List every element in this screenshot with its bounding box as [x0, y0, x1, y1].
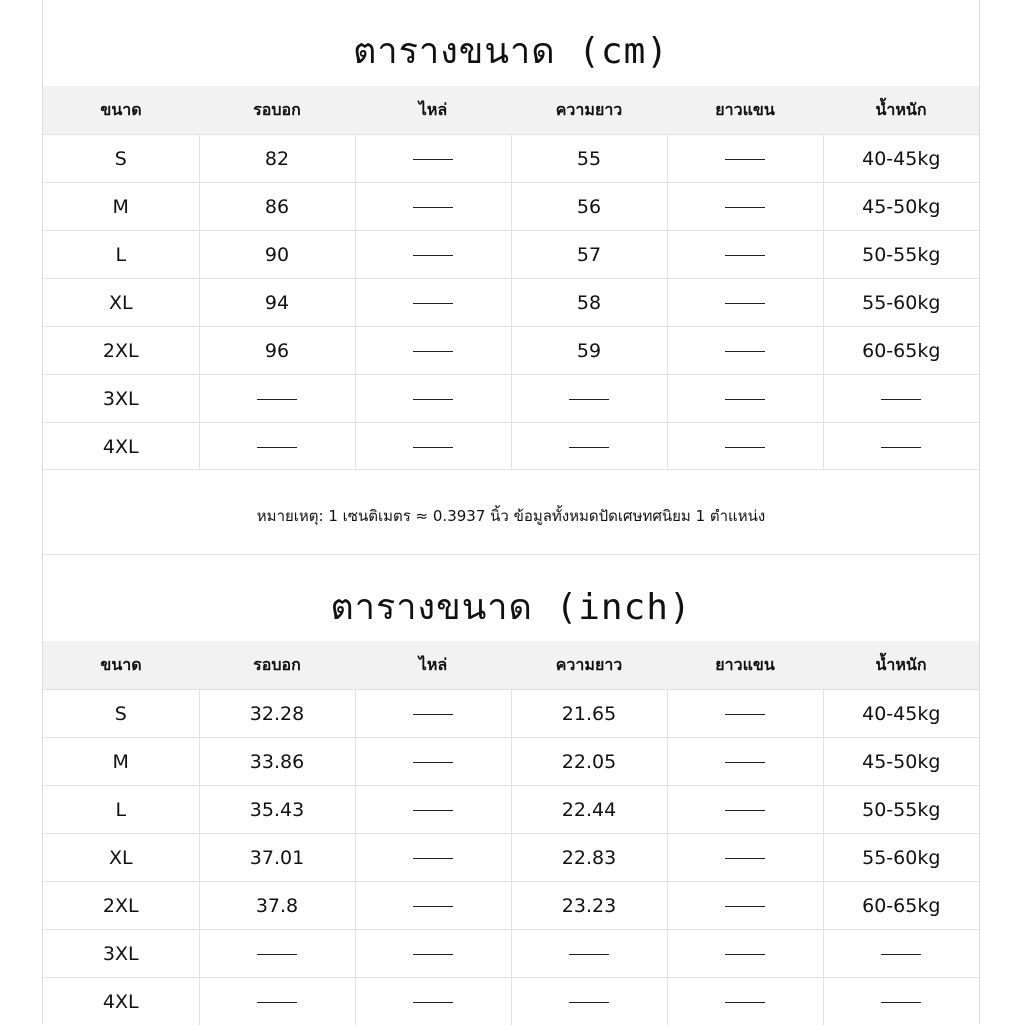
- table-cell: [667, 786, 823, 834]
- empty-value-dash: [257, 1002, 297, 1003]
- table-cell: 3XL: [43, 375, 199, 423]
- column-header: ยาวแขน: [667, 641, 823, 690]
- table-cell: [355, 690, 511, 738]
- column-header: ขนาด: [43, 641, 199, 690]
- table-cell: [355, 327, 511, 375]
- table-cell: [355, 375, 511, 423]
- table-cell: [355, 135, 511, 183]
- table-cell: [823, 978, 979, 1025]
- table-cell: [667, 327, 823, 375]
- table-cell: [667, 882, 823, 930]
- empty-value-dash: [413, 714, 453, 715]
- empty-value-dash: [881, 1002, 921, 1003]
- table-cell: [667, 135, 823, 183]
- table-cell: [667, 738, 823, 786]
- size-chart: [42, 0, 980, 1024]
- table-row: [43, 882, 979, 930]
- empty-value-dash: [725, 762, 765, 763]
- table-cell: [823, 375, 979, 423]
- empty-value-dash: [725, 159, 765, 160]
- table-row: [43, 231, 979, 279]
- table-cell: 23.23: [511, 882, 667, 930]
- empty-value-dash: [257, 399, 297, 400]
- table-cell: [667, 231, 823, 279]
- empty-value-dash: [569, 1002, 609, 1003]
- empty-value-dash: [257, 447, 297, 448]
- empty-value-dash: [725, 906, 765, 907]
- table-cell: 35.43: [199, 786, 355, 834]
- table-row: [43, 279, 979, 327]
- table-row: [43, 690, 979, 738]
- table-cell: 55: [511, 135, 667, 183]
- column-header: น้ำหนัก: [823, 641, 979, 690]
- table-row: [43, 375, 979, 423]
- inch-header-row: [43, 641, 979, 690]
- column-header: ไหล่: [355, 86, 511, 135]
- table-row: [43, 135, 979, 183]
- table-cell: [511, 930, 667, 978]
- table-cell: 2XL: [43, 882, 199, 930]
- empty-value-dash: [413, 1002, 453, 1003]
- empty-value-dash: [725, 714, 765, 715]
- table-cell: 55-60kg: [823, 279, 979, 327]
- table-cell: 21.65: [511, 690, 667, 738]
- divider: [43, 469, 979, 470]
- table-cell: S: [43, 690, 199, 738]
- column-header: ไหล่: [355, 641, 511, 690]
- table-cell: 45-50kg: [823, 183, 979, 231]
- empty-value-dash: [257, 954, 297, 955]
- table-cell: 56: [511, 183, 667, 231]
- table-cell: 2XL: [43, 327, 199, 375]
- table-cell: 57: [511, 231, 667, 279]
- table-cell: 22.83: [511, 834, 667, 882]
- table-cell: [199, 375, 355, 423]
- empty-value-dash: [413, 954, 453, 955]
- table-cell: [355, 279, 511, 327]
- empty-value-dash: [881, 399, 921, 400]
- table-cell: 22.05: [511, 738, 667, 786]
- inch-table-title: ตารางขนาด (inch): [43, 578, 979, 635]
- inch-size-table: [43, 641, 979, 1025]
- table-cell: [355, 978, 511, 1025]
- column-header: ยาวแขน: [667, 86, 823, 135]
- table-cell: 40-45kg: [823, 135, 979, 183]
- table-cell: [355, 738, 511, 786]
- table-cell: [823, 930, 979, 978]
- table-cell: L: [43, 231, 199, 279]
- empty-value-dash: [725, 447, 765, 448]
- table-cell: 59: [511, 327, 667, 375]
- table-cell: 4XL: [43, 978, 199, 1025]
- table-row: [43, 738, 979, 786]
- empty-value-dash: [413, 159, 453, 160]
- table-row: [43, 834, 979, 882]
- table-cell: 55-60kg: [823, 834, 979, 882]
- empty-value-dash: [413, 399, 453, 400]
- table-row: [43, 786, 979, 834]
- table-cell: [667, 375, 823, 423]
- table-cell: 33.86: [199, 738, 355, 786]
- table-cell: 60-65kg: [823, 882, 979, 930]
- table-cell: M: [43, 183, 199, 231]
- empty-value-dash: [569, 447, 609, 448]
- column-header: รอบอก: [199, 86, 355, 135]
- empty-value-dash: [413, 906, 453, 907]
- table-cell: 82: [199, 135, 355, 183]
- empty-value-dash: [569, 399, 609, 400]
- table-row: [43, 423, 979, 471]
- empty-value-dash: [413, 255, 453, 256]
- table-cell: [355, 231, 511, 279]
- empty-value-dash: [725, 810, 765, 811]
- table-cell: 94: [199, 279, 355, 327]
- table-cell: [667, 978, 823, 1025]
- table-cell: L: [43, 786, 199, 834]
- table-row: [43, 327, 979, 375]
- table-cell: 50-55kg: [823, 786, 979, 834]
- table-row: [43, 930, 979, 978]
- table-cell: [199, 930, 355, 978]
- table-cell: [667, 279, 823, 327]
- table-cell: 4XL: [43, 423, 199, 471]
- table-cell: [667, 690, 823, 738]
- empty-value-dash: [725, 255, 765, 256]
- table-cell: 96: [199, 327, 355, 375]
- empty-value-dash: [413, 762, 453, 763]
- table-cell: [355, 786, 511, 834]
- empty-value-dash: [413, 858, 453, 859]
- table-cell: [511, 978, 667, 1025]
- table-cell: 22.44: [511, 786, 667, 834]
- empty-value-dash: [413, 303, 453, 304]
- table-cell: 32.28: [199, 690, 355, 738]
- empty-value-dash: [725, 858, 765, 859]
- table-cell: S: [43, 135, 199, 183]
- empty-value-dash: [725, 207, 765, 208]
- column-header: ความยาว: [511, 86, 667, 135]
- table-cell: [823, 423, 979, 471]
- table-cell: 3XL: [43, 930, 199, 978]
- empty-value-dash: [725, 954, 765, 955]
- column-header: รอบอก: [199, 641, 355, 690]
- table-cell: [355, 183, 511, 231]
- cm-header-row: [43, 86, 979, 135]
- table-cell: 37.01: [199, 834, 355, 882]
- table-cell: [355, 930, 511, 978]
- table-cell: XL: [43, 834, 199, 882]
- table-cell: 37.8: [199, 882, 355, 930]
- divider: [43, 554, 979, 555]
- column-header: น้ำหนัก: [823, 86, 979, 135]
- table-cell: [511, 423, 667, 471]
- table-cell: 60-65kg: [823, 327, 979, 375]
- table-cell: M: [43, 738, 199, 786]
- table-cell: XL: [43, 279, 199, 327]
- table-cell: [667, 183, 823, 231]
- cm-table-title: ตารางขนาด (cm): [43, 22, 979, 79]
- empty-value-dash: [413, 207, 453, 208]
- table-cell: 90: [199, 231, 355, 279]
- table-cell: [667, 834, 823, 882]
- table-cell: 50-55kg: [823, 231, 979, 279]
- empty-value-dash: [881, 447, 921, 448]
- empty-value-dash: [725, 303, 765, 304]
- table-cell: [355, 834, 511, 882]
- table-row: [43, 978, 979, 1025]
- empty-value-dash: [881, 954, 921, 955]
- table-cell: 45-50kg: [823, 738, 979, 786]
- empty-value-dash: [725, 399, 765, 400]
- table-cell: [199, 978, 355, 1025]
- table-cell: 40-45kg: [823, 690, 979, 738]
- cm-size-table: [43, 86, 979, 470]
- table-cell: [667, 930, 823, 978]
- table-cell: 86: [199, 183, 355, 231]
- table-row: [43, 183, 979, 231]
- empty-value-dash: [413, 810, 453, 811]
- column-header: ความยาว: [511, 641, 667, 690]
- table-cell: [355, 423, 511, 471]
- empty-value-dash: [725, 1002, 765, 1003]
- table-cell: [667, 423, 823, 471]
- table-cell: [355, 882, 511, 930]
- table-cell: 58: [511, 279, 667, 327]
- table-cell: [199, 423, 355, 471]
- empty-value-dash: [725, 351, 765, 352]
- table-cell: [511, 375, 667, 423]
- conversion-note: หมายเหตุ: 1 เซนติเมตร ≈ 0.3937 นิ้ว ข้อมูลทั้งหมดปัดเศษทศนิยม 1 ตำแหน่ง: [43, 504, 979, 528]
- empty-value-dash: [569, 954, 609, 955]
- column-header: ขนาด: [43, 86, 199, 135]
- empty-value-dash: [413, 351, 453, 352]
- empty-value-dash: [413, 447, 453, 448]
